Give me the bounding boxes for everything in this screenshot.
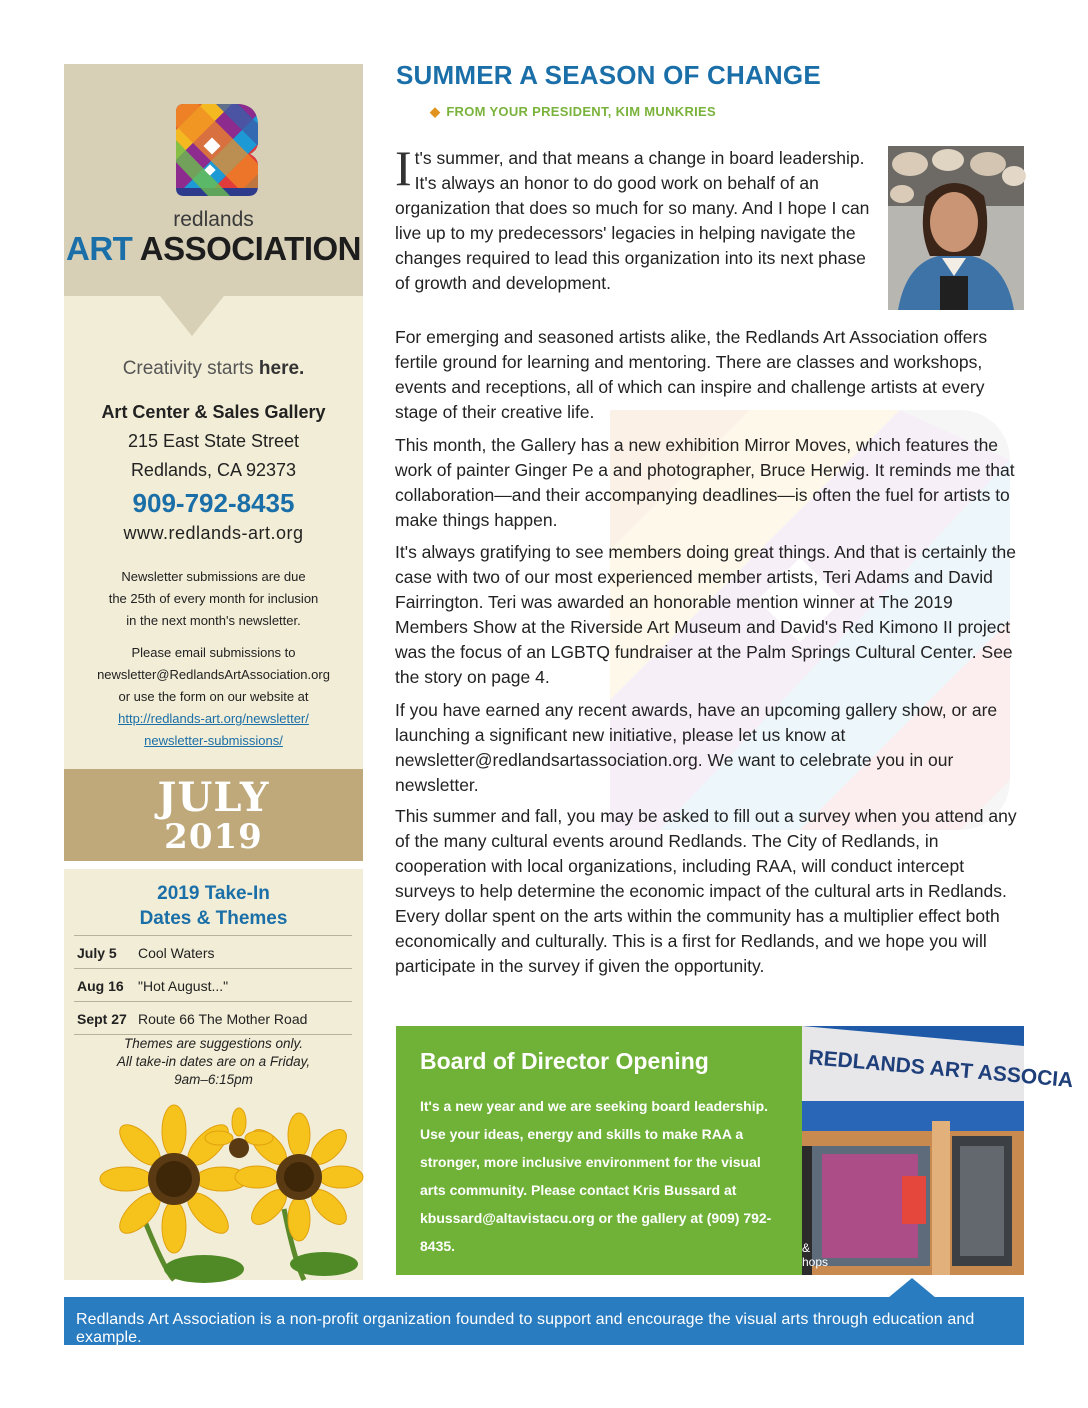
sidebar-notch [160, 296, 224, 336]
logo-association-word: ASSOCIATION [139, 230, 361, 267]
takein-row [74, 935, 352, 968]
email-intro: Please email submissions to [131, 645, 296, 660]
article-paragraph: This month, the Gallery has a new exhibition Mirror Moves, which features the work of painter Ginger Pe a and photographer, Bruce Herwig. It reminds me that collaboration—and their accompanying deadlines—is often the fuel for artists to make things happen. [395, 435, 1015, 530]
takein-title-line: 2019 Take-In [157, 883, 270, 904]
storefront-side-text: hops [802, 1255, 829, 1269]
submission-line: in the next month's newsletter. [126, 613, 301, 628]
board-opening-text: It's a new year and we are seeking board leadership. Use your ideas, energy and skills to make RAA a stronger, more inclusive environment for the visual arts community. Please contact Kris Bussard at kbussard@altavistacu.org or the gallery at (909) 792-8435. [420, 1098, 772, 1254]
footer-mission: Redlands Art Association is a non-profit organization founded to support and encourage the visual arts through education and example. [76, 1311, 975, 1346]
takein-note-line: 9am–6:15pm [174, 1072, 253, 1087]
article-paragraph: For emerging and seasoned artists alike, the Redlands Art Association offers fertile ground for learning and mentoring. There are classes and workshops, events and receptions, all of which can inspire and challenge artists at every stage of their creative life. [395, 327, 988, 422]
issue-month: JULY [157, 774, 270, 821]
takein-note [64, 1035, 363, 1089]
article-byline [430, 104, 716, 120]
takein-row [74, 968, 352, 1001]
article-paragraph: It's always gratifying to see members doing great things. And that is certainly the case with two of our most experienced member artists, Teri Adams and David Fairrington. Teri was awarded an honorable mention winner at The 2019 Members Show at the Riverside Art Museum and David's Red Kimono II project was the focus of an LGBTQ fundraiser at the Palm Springs Cultural Center. See the story on page 4. [395, 542, 1017, 687]
email-form-note: or use the form on our website at [118, 689, 309, 704]
logo-wordmark-art-association [64, 230, 363, 268]
drop-cap: I [395, 140, 412, 196]
article-paragraph: If you have earned any recent awards, have an upcoming gallery show, or are launching a significant new initiative, please let us know at newsletter@redlandsartassociation.org. We want to celebrate you in our newsletter. [395, 700, 998, 795]
byline-text: FROM YOUR PRESIDENT, KIM MUNKRIES [446, 104, 716, 119]
phone-number: 909-792-8435 [132, 488, 295, 518]
diamond-bullet-icon: ◆ [430, 104, 441, 119]
tagline-bold: here. [258, 358, 305, 379]
board-opening-title: Board of Director Opening [420, 1048, 709, 1074]
submission-form-link[interactable]: http://redlands-art.org/newsletter/ [118, 711, 309, 726]
takein-row [74, 1001, 352, 1035]
website-link[interactable]: www.redlands-art.org [123, 523, 304, 543]
issue-date-banner [64, 769, 363, 861]
article-paragraph: This summer and fall, you may be asked to fill out a survey when you attend any of the many cultural events around Redlands. The City of Redlands, in cooperation with local organizations, including RAA, will conduct intercept surveys to help determine the economic impact of the cultural arts in Redlands. Every dollar spent on the arts within the community has a multiplier effect both economically and culturally. This is a first for Redlands, and we hope you will participate in the survey if given the opportunity. [395, 806, 1017, 976]
sidebar-logo-panel [64, 64, 363, 296]
submission-line: the 25th of every month for inclusion [108, 591, 319, 606]
takein-date: July 5 [77, 945, 117, 961]
issue-year: 2019 [164, 817, 263, 857]
takein-theme: Cool Waters [138, 945, 215, 961]
submission-line: Newsletter submissions are due [121, 569, 306, 584]
article-paragraph [395, 140, 875, 296]
takein-title [64, 881, 363, 931]
takein-theme: "Hot August..." [138, 978, 229, 994]
footer-banner [64, 1297, 1024, 1345]
board-opening-box [396, 1026, 802, 1275]
logo-wordmark-redlands: redlands [173, 208, 254, 231]
gallery-storefront-image [802, 1026, 1075, 1275]
takein-panel [64, 869, 363, 1280]
president-portrait-image [888, 146, 1024, 310]
paragraph-text: t's summer, and that means a change in board leadership. It's always an honor to do good work on behalf of an organization that does so much for so many. And I hope I can live up to my predecessors' legacies in helping navigate the changes required to lead this organization into its next phase of growth and development. [395, 148, 870, 293]
takein-theme: Route 66 The Mother Road [138, 1011, 308, 1027]
gallery-name: Art Center & Sales Gallery [101, 402, 326, 422]
takein-note-line: All take-in dates are on a Friday, [116, 1054, 311, 1069]
takein-table [74, 935, 352, 1035]
tagline-text: Creativity starts [122, 358, 259, 379]
storefront-side-text: & [802, 1241, 811, 1255]
newsletter-email[interactable]: newsletter@RedlandsArtAssociation.org [97, 667, 330, 682]
takein-date: Aug 16 [77, 978, 124, 994]
takein-note-line: Themes are suggestions only. [123, 1036, 304, 1051]
article-headline: SUMMER A SEASON OF CHANGE [396, 60, 821, 90]
footer-pointer [888, 1278, 936, 1298]
redlands-art-logo-icon [174, 102, 260, 198]
storefront-sign: REDLANDS ART ASSOCIA [807, 1046, 1075, 1093]
address-street: 215 East State Street [127, 431, 300, 451]
sidebar [64, 64, 363, 1280]
address-city: Redlands, CA 92373 [130, 460, 297, 480]
takein-date: Sept 27 [77, 1011, 127, 1027]
submission-form-link-cont[interactable]: newsletter-submissions/ [144, 733, 283, 748]
sunflowers-image [104, 1119, 363, 1280]
submission-note [78, 566, 349, 632]
logo-art-word: ART [65, 230, 133, 267]
submission-email-block [74, 642, 353, 752]
takein-title-line: Dates & Themes [139, 908, 288, 929]
tagline [64, 358, 363, 380]
